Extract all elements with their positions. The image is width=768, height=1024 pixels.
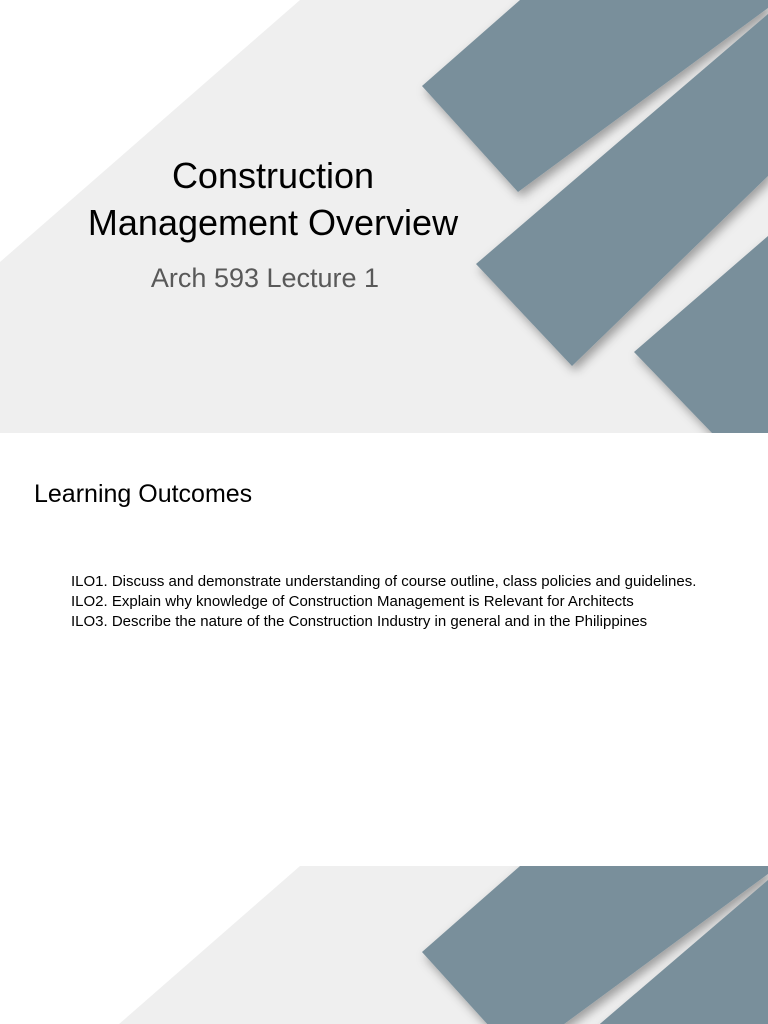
slide-title-line-1: Construction <box>171 155 375 196</box>
slide-title-line-2: Management Overview <box>87 202 459 243</box>
outcome-item: ILO2. Explain why knowledge of Construction Management is Relevant for Architects <box>71 593 634 610</box>
slide-title <box>60 152 486 246</box>
outcome-item: ILO1. Discuss and demonstrate understanding of course outline, class policies and guidelines. <box>71 573 697 590</box>
next-slide-background <box>0 866 768 1024</box>
learning-outcomes-slide <box>0 433 768 866</box>
slide-subtitle: Arch 593 Lecture 1 <box>150 263 380 293</box>
title-slide <box>0 0 768 433</box>
outcomes-list <box>71 572 731 632</box>
section-heading: Learning Outcomes <box>34 480 253 508</box>
outcome-item: ILO3. Describe the nature of the Construction Industry in general and in the Philippines <box>71 613 648 630</box>
next-slide-partial <box>0 866 768 1024</box>
